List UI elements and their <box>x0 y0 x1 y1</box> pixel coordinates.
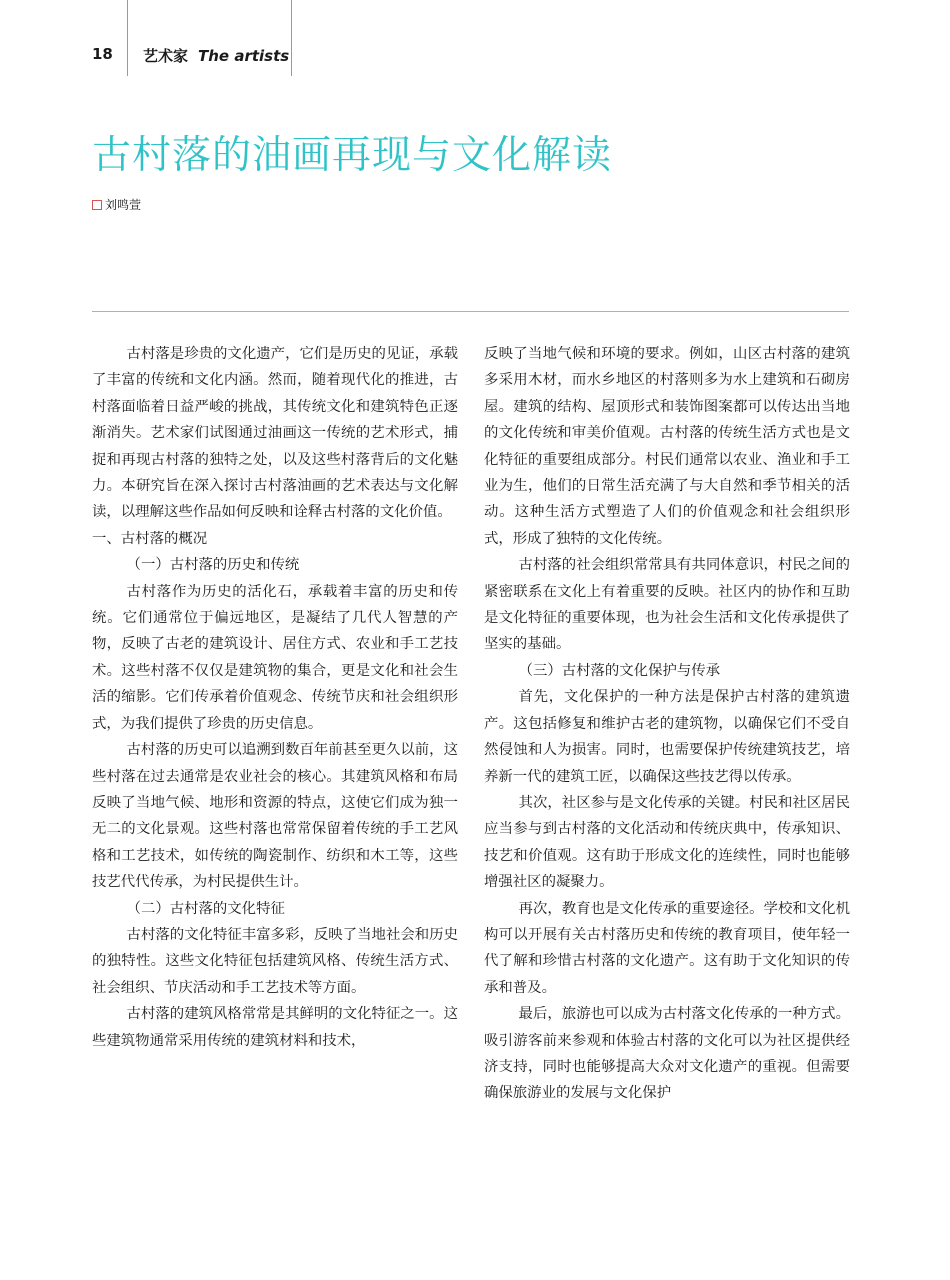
journal-name <box>143 45 289 66</box>
author-line <box>92 196 141 213</box>
journal-name-en: The artists <box>198 47 290 65</box>
subsection-heading: （一）古村落的历史和传统 <box>126 557 300 574</box>
subsection-heading: （三）古村落的文化保护与传承 <box>518 662 721 679</box>
header-divider-right <box>291 0 292 76</box>
paragraph: 最后，旅游也可以成为古村落文化传承的一种方式。吸引游客前来参观和体验古村落的文化可以为社区提供经济支持，同时也能够提高大众对文化遗产的重视。但需要确保旅游业的发展与文化保护 <box>484 1006 850 1102</box>
section-heading: 一、古村落的概况 <box>92 530 208 547</box>
paragraph-continued: 反映了当地气候和环境的要求。例如，山区古村落的建筑多采用木材，而水乡地区的村落则多为水上建筑和石砌房屋。建筑的结构、屋顶形式和装饰图案都可以传达出当地的文化传统和审美价值观。古村落的传统生活方式也是文化特征的重要组成部分。村民们通常以农业、渔业和手工业为生，他们的日常生活充满了与大自然和季节相关的活动。这种生活方式塑造了人们的价值观念和社会组织形式，形成了独特的文化传统。 <box>484 346 850 547</box>
paragraph: 古村落是珍贵的文化遗产，它们是历史的见证，承载了丰富的传统和文化内涵。然而，随着现代化的推进，古村落面临着日益严峻的挑战，其传统文化和建筑特色正逐渐消失。艺术家们试图通过油画这一传统的艺术形式，捕捉和再现古村落的独特之处，以及这些村落背后的文化魅力。本研究旨在深入探讨古村落油画的艺术表达与文化解读，以理解这些作品如何反映和诠释古村落的文化价值。 <box>92 346 458 521</box>
page-number: 18 <box>92 45 113 63</box>
right-column <box>484 341 850 1107</box>
title-divider <box>92 311 849 312</box>
paragraph: 古村落的文化特征丰富多彩，反映了当地社会和历史的独特性。这些文化特征包括建筑风格、传统生活方式、社会组织、节庆活动和手工艺技术等方面。 <box>92 926 458 996</box>
subsection-heading: （二）古村落的文化特征 <box>126 900 285 917</box>
author-box-icon <box>92 200 102 210</box>
journal-name-cn: 艺术家 <box>143 47 189 65</box>
paragraph: 再次，教育也是文化传承的重要途径。学校和文化机构可以开展有关古村落历史和传统的教育项目，使年轻一代了解和珍惜古村落的文化遗产。这有助于文化知识的传承和普及。 <box>484 900 850 996</box>
article-title: 古村落的油画再现与文化解读 <box>92 133 613 178</box>
paragraph: 首先，文化保护的一种方法是保护古村落的建筑遗产。这包括修复和维护古老的建筑物，以确保它们不受自然侵蚀和人为损害。同时，也需要保护传统建筑技艺，培养新一代的建筑工匠，以确保这些技艺得以传承。 <box>484 689 850 785</box>
paragraph: 其次，社区参与是文化传承的关键。村民和社区居民应当参与到古村落的文化活动和传统庆典中，传承知识、技艺和价值观。这有助于形成文化的连续性，同时也能够增强社区的凝聚力。 <box>484 794 850 891</box>
paragraph: 古村落的社会组织常常具有共同体意识，村民之间的紧密联系在文化上有着重要的反映。社区内的协作和互助是文化特征的重要体现，也为社会生活和文化传承提供了坚实的基础。 <box>484 557 850 653</box>
paragraph: 古村落作为历史的活化石，承载着丰富的历史和传统。它们通常位于偏远地区，是凝结了几代人智慧的产物，反映了古老的建筑设计、居住方式、农业和手工艺技术。这些村落不仅仅是建筑物的集合，更是文化和社会生活的缩影。它们传承着价值观念、传统节庆和社会组织形式，为我们提供了珍贵的历史信息。 <box>92 583 458 732</box>
left-column <box>92 341 458 1054</box>
paragraph: 古村落的历史可以追溯到数百年前甚至更久以前，这些村落在过去通常是农业社会的核心。其建筑风格和布局反映了当地气候、地形和资源的特点，这使它们成为独一无二的文化景观。这些村落也常常保留着传统的手工艺风格和工艺技术，如传统的陶瓷制作、纺织和木工等，这些技艺代代传承，为村民提供生计。 <box>92 742 458 891</box>
author-name: 刘鸣萱 <box>105 198 142 212</box>
header-divider-left <box>127 0 128 76</box>
paragraph: 古村落的建筑风格常常是其鲜明的文化特征之一。这些建筑物通常采用传统的建筑材料和技术， <box>92 1006 458 1049</box>
